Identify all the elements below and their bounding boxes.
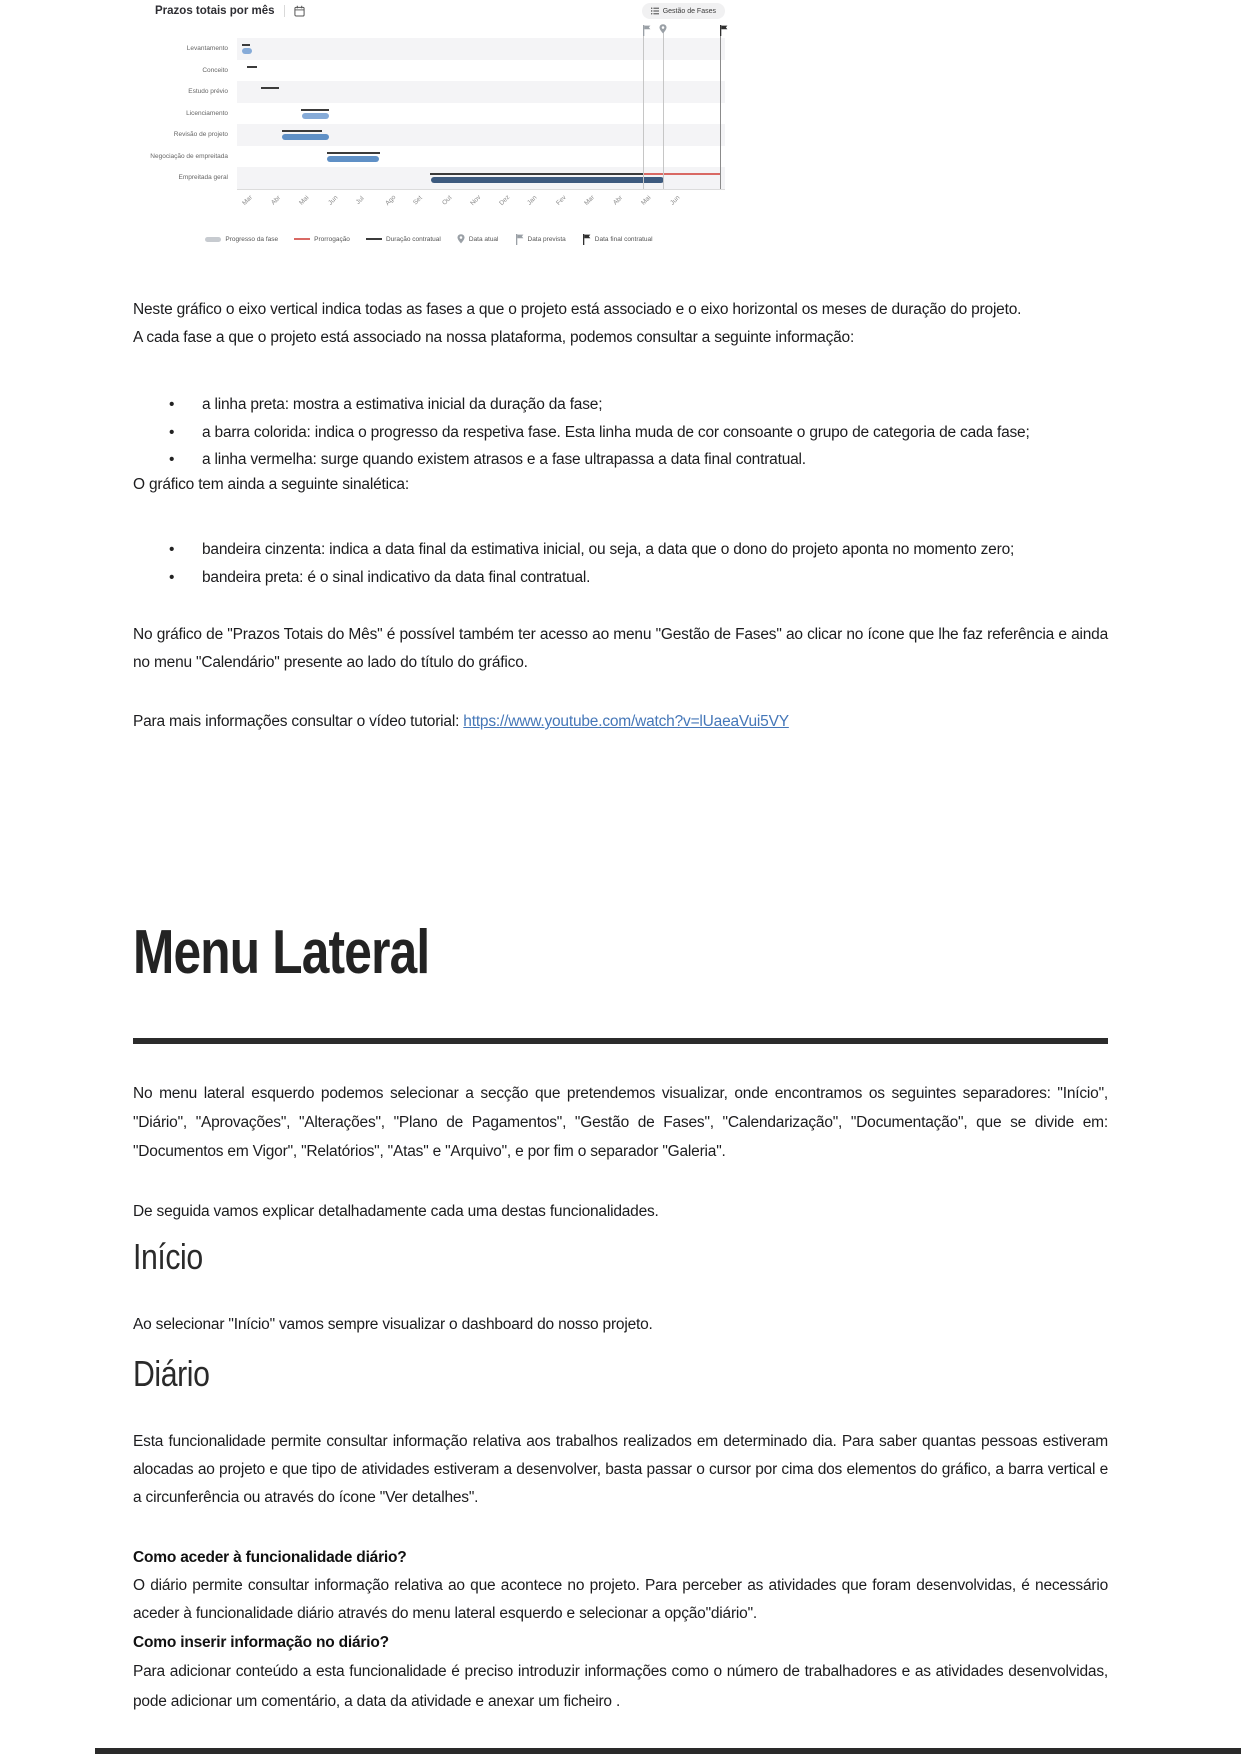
axis-month-label: Ago — [383, 193, 398, 207]
chart-title: Prazos totais por mês — [155, 5, 275, 17]
gantt-row — [237, 103, 725, 125]
gantt-row — [237, 167, 725, 189]
axis-month-label: Mar — [241, 193, 255, 207]
menu-access-paragraph: No gráfico de "Prazos Totais do Mês" é possível também ter acesso ao menu "Gestão de Fases" ao clicar no ícone que lhe faz referência e ainda no menu "Calendário" presente ao lado do título do gráfico. — [133, 626, 1108, 671]
contract-duration-line — [301, 109, 328, 111]
phase-label: Estudo prévio — [188, 88, 228, 96]
phase-progress-bar — [242, 48, 252, 54]
month-axis — [237, 189, 725, 216]
contract-duration-line — [242, 44, 250, 46]
subsection-title-inicio: Início — [133, 1236, 203, 1277]
axis-month-label: Jun — [668, 193, 682, 207]
prorrogacao-line — [643, 173, 721, 175]
chart-body — [133, 38, 725, 216]
gestao-de-fases-label: Gestão de Fases — [662, 7, 716, 15]
chart-header — [133, 2, 725, 20]
legend-label: Data final contratual — [594, 235, 653, 243]
data-prevista-marker — [643, 26, 644, 189]
gray-flag-icon — [642, 25, 651, 36]
contract-duration-line — [261, 87, 280, 89]
phase-label: Empreitada geral — [178, 174, 228, 182]
subsection-title-diario: Diário — [133, 1353, 210, 1394]
gantt-row — [237, 60, 725, 82]
menu-lateral-paragraph: No menu lateral esquerdo podemos selecionar a secção que pretendemos visualizar, onde encontramos os seguintes separadores: "Início", "Diário", "Aprovações", "Alterações", "Plano de Pagamentos", "Gestão de Fases", "Calendarização", "Documentação", que se divide em: "Documentos em Vigor", "Relatórios", "Atas" e "Arquivo", e por fim o separador "Galeria". — [133, 1085, 1108, 1160]
data-final-contratual-marker — [720, 26, 721, 189]
pin-icon — [659, 24, 667, 34]
list-icon — [651, 7, 659, 15]
axis-month-label: Mar — [583, 193, 597, 207]
legend-item — [294, 236, 350, 243]
axis-month-label: Jun — [326, 193, 340, 207]
chart-legend — [133, 234, 725, 245]
phase-label: Conceito — [202, 66, 228, 74]
axis-month-label: Abr — [269, 193, 282, 207]
contract-duration-line — [327, 152, 380, 154]
axis-month-label: Nov — [469, 193, 483, 207]
sinaletica-bullet-list — [133, 536, 1108, 591]
legend-label: Data prevista — [527, 235, 566, 243]
inicio-paragraph: Ao selecionar "Início" vamos sempre visualizar o dashboard do nosso projeto. — [133, 1316, 653, 1333]
diario-paragraph: Esta funcionalidade permite consultar informação relativa aos trabalhos realizados em determinado dia. Para saber quantas pessoas estiveram alocadas ao projeto e que tipo de atividades estiveram a desenvolver, basta passar o cursor por cima dos elementos do gráfico, a barra vertical e a circunferência ou através do ícone "Ver detalhes". — [133, 1433, 1108, 1506]
axis-month-label: Set — [412, 194, 425, 206]
gantt-row — [237, 146, 725, 168]
phase-label: Negociação de empreitada — [150, 152, 228, 160]
como-inserir-paragraph: Para adicionar conteúdo a esta funcionalidade é preciso introduzir informações como o número de trabalhadores e as atividades desenvolvidas, pode adicionar um comentário, a data da atividade e anexar um ficheiro . — [133, 1663, 1108, 1710]
axis-month-label: Jan — [526, 193, 539, 207]
phase-label: Licenciamento — [186, 109, 228, 117]
question-como-aceder: Como aceder à funcionalidade diário? — [133, 1549, 407, 1566]
info-bullet-item: • a linha vermelha: surge quando existem atrasos e a fase ultrapassa a data final contratual. — [133, 446, 1108, 474]
phase-label: Revisão de projeto — [173, 131, 228, 139]
video-paragraph — [133, 708, 1108, 736]
question-como-inserir: Como inserir informação no diário? — [133, 1634, 389, 1651]
contract-duration-line — [282, 130, 322, 132]
phase-progress-bar — [431, 177, 664, 183]
axis-month-label: Fev — [554, 193, 568, 207]
intro-paragraph-line2: A cada fase a que o projeto está associado na nossa plataforma, podemos consultar a seguinte informação: — [133, 329, 855, 346]
gantt-plot-area — [237, 38, 725, 189]
sinaletica-bullet-item: • bandeira cinzenta: indica a data final da estimativa inicial, ou seja, a data que o dono do projeto aponta no momento zero; — [133, 536, 1108, 564]
axis-month-label: Abr — [611, 193, 624, 207]
de-seguida-paragraph: De seguida vamos explicar detalhadamente cada uma destas funcionalidades. — [133, 1203, 659, 1220]
axis-month-label: Out — [440, 193, 454, 207]
red-line-icon — [294, 238, 310, 240]
info-bullet-item: • a linha preta: mostra a estimativa inicial da duração da fase; — [133, 391, 1108, 419]
info-bullet-item: • a barra colorida: indica o progresso da respetiva fase. Esta linha muda de cor consoante o grupo de categoria de cada fase; — [133, 419, 1108, 447]
phase-labels-column — [133, 38, 237, 216]
phase-progress-bar — [302, 113, 328, 119]
progress-bar-icon — [205, 237, 221, 242]
black-flag-icon — [719, 25, 728, 36]
sinaletica-intro: O gráfico tem ainda a seguinte sinalética: — [133, 476, 409, 493]
legend-label: Prorrogação — [314, 235, 350, 243]
calendar-icon[interactable] — [294, 5, 305, 17]
gray-flag-icon — [515, 234, 524, 245]
axis-month-label: Jul — [354, 194, 366, 206]
next-section-divider — [95, 1748, 1241, 1754]
video-tutorial-link[interactable]: https://www.youtube.com/watch?v=lUaeaVui5VY — [463, 713, 789, 730]
gantt-row — [237, 81, 725, 103]
legend-item — [205, 236, 278, 243]
legend-item — [366, 236, 441, 243]
pin-icon — [457, 234, 465, 244]
black-line-icon — [366, 238, 382, 240]
contract-duration-line — [247, 66, 257, 68]
legend-item — [457, 234, 499, 244]
gantt-row — [237, 124, 725, 146]
legend-item — [582, 234, 653, 245]
axis-month-label: Mai — [640, 193, 653, 207]
phase-label: Levantamento — [186, 45, 228, 53]
gantt-row — [237, 38, 725, 60]
video-prefix: Para mais informações consultar o vídeo tutorial: — [133, 713, 464, 730]
section-rule — [133, 1038, 1108, 1044]
phase-progress-bar — [327, 156, 379, 162]
data-atual-marker — [663, 26, 664, 189]
legend-label: Duração contratual — [385, 235, 441, 243]
legend-item — [515, 234, 566, 245]
gantt-chart-figure — [133, 2, 725, 245]
section-title-menu-lateral: Menu Lateral — [133, 918, 430, 987]
intro-paragraph-line1: Neste gráfico o eixo vertical indica todas as fases a que o projeto está associado e o eixo horizontal os meses de duração do projeto. — [133, 301, 1022, 318]
phase-progress-bar — [282, 134, 328, 140]
como-aceder-paragraph: O diário permite consultar informação relativa ao que acontece no projeto. Para perceber as atividades que foram desenvolvidas, é necessário aceder à funcionalidade diário através do menu lateral esquerdo e selecionar a opção"diário". — [133, 1577, 1108, 1622]
legend-label: Progresso da fase — [225, 235, 279, 243]
axis-month-label: Mai — [298, 193, 311, 207]
sinaletica-bullet-item: • bandeira preta: é o sinal indicativo da data final contratual. — [133, 564, 1108, 592]
info-bullet-list — [133, 391, 1108, 474]
black-flag-icon — [582, 234, 591, 245]
axis-month-label: Dez — [497, 193, 512, 207]
header-divider — [284, 5, 285, 17]
contract-duration-line — [430, 173, 642, 175]
legend-label: Data atual — [468, 235, 499, 243]
gestao-de-fases-button[interactable] — [642, 3, 725, 19]
